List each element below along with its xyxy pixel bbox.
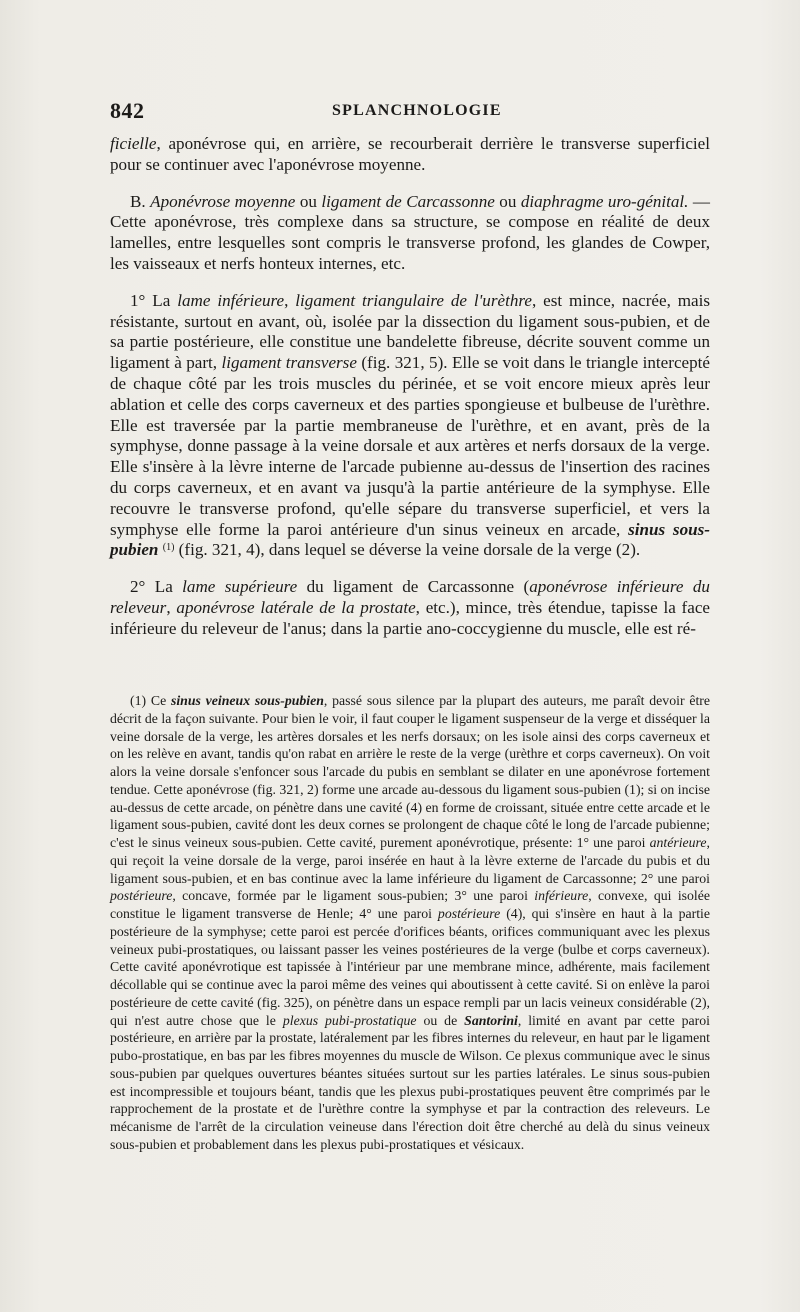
paragraph-text: 1° La [130,290,178,310]
main-text [110,134,710,656]
page-number: 842 [110,98,145,123]
italic-term: diaphragme uro-génital. [520,191,689,211]
paragraph-text: (fig. 321, 5). Elle se voit dans le triangle intercepté de chaque côté par les trois muscles du périnée, et se voit encore mieux après leur ablation et celle des corps caverneux et des parties spongieuse et bulbeuse de l'urèthre. Elle est traversée par la partie membraneuse de l'urèthre, et en avant, près de la symphyse, donne passage à la veine dorsale et aux artères et nerfs dorsaux de la verge. Elle s'insère à la lèvre interne de l'arcade pubienne au-dessus de l'insertion des racines du corps caverneux, et en avant va jusqu'à la partie antérieure de la symphyse. Elle recouvre le transverse profond, qu'elle sépare du transverse superficiel, et vers la symphyse elle forme la paroi antérieure d'un sinus veineux en arcade, [110,353,711,539]
paragraph-text: ou [494,191,521,211]
footnote-text: , limité en avant par cette paroi postérieure, en arrière par la prostate, latéralement par les fibres internes du releveur, en haut par le ligament pubo-prostatique, en bas par les fibres moyennes du muscle de Wilson. Ce plexus communique avec le sinus sous-pubien par quelques ouvertures béantes situées surtout sur les parties latérales. Le sinus sous-pubien est incompressible et toujours béant, tandis que les plexus pubi-prostatiques peuvent être comprimés par le rapprochement de la prostate et de l'urèthre contre la symphyse et par la contraction des releveurs. Le mécanisme de l'arrêt de la circulation veineuse dans l'érection doit être cherché au delà du sinus veineux sous-pubien et probablement dans les plexus pubi-prostatiques et vésicaux. [110,1012,710,1152]
paragraph-lame-inferieure [110,291,710,561]
paragraph-text: 2° La [130,577,183,597]
italic-term: aponévrose inférieure du releveur [110,577,710,617]
bold-italic-term: sinus veineux sous-pubien [170,693,324,708]
bold-italic-term: sinus sous-pubien [110,519,710,560]
italic-term: aponévrose latérale de la prostate [176,597,416,617]
italic-term: postérieure [110,888,173,904]
bold-italic-term: Santorini [464,1012,518,1028]
paragraph-continuation [110,134,710,176]
footnote-text: , passé sous silence par la plupart des auteurs, me paraît devoir être décrit de la façon suivante. Pour bien le voir, il faut couper le ligament suspenseur de la verge et disséquer la veine dorsale de la verge, les artères dorsales et les nerfs dorsaux; on les isole ainsi des corps caverneux et on les relève en avant, tandis qu'on rabat en arrière le reste de la verge (urèthre et corps caverneux). On voit alors la veine dorsale s'enfoncer sous l'arcade du pubis en semblant se dilater en une aponévrose fortement tendue. Cette aponévrose (fig. 321, 2) forme une arcade au-dessous du ligament sous-pubien (1); si on incise au-dessus de cette arcade, on pénètre dans une cavité (4) en forme de croissant, située entre cette arcade et le ligament sous-pubien, cavité dont les deux cornes se prolongent de chaque côté le long de l'arcade pubienne; c'est le sinus veineux sous-pubien. Cette cavité, purement aponévrotique, présente: 1° une paroi [110,693,710,850]
italic-term: ligament transverse [221,353,357,373]
paragraph-text: du ligament de Carcassonne ( [297,577,530,597]
section-letter: B. [130,191,151,211]
paragraph-aponevrose-moyenne [110,192,710,275]
paragraph-text: — Cette aponévrose, très complexe dans sa structure, se compose en réalité de deux lamelles, entre lesquelles sont compris le transverse profond, les glandes de Cowper, les vaisseaux et nerfs honteux internes, etc. [110,191,710,273]
italic-term: plexus pubi-prostatique [282,1012,417,1028]
paragraph-text: , est mince, nacrée, mais résistante, surtout en avant, où, isolée par la dissection du ligament sous-pubien, et de sa partie postérieure, elle constitue une bandelette fibreuse, décrite souvent comme un ligament à part, [110,290,711,373]
paragraph-text: (fig. 321, 4), dans lequel se déverse la veine dorsale de la verge (2). [174,540,641,560]
footnote-text: (4), qui s'insère en haut à la partie postérieure de la symphyse; cette paroi est percée d'orifices béants, orifices communiquant avec les plexus veineux pubi-prostatiques, ou laissant passer les veines postérieures de la verge (bulbe et corps caverneux). Cette cavité aponévrotique est tapissée à l'intérieur par une membrane mince, adhérente, mais facilement décollable qui se continue avec la paroi même des veines qui aboutissent à cette cavité. Si on enlève la paroi postérieure de cette cavité (fig. 325), on pénètre dans un espace rempli par un lacis veineux considérable (2), qui n'est autre chose que le [110,906,711,1028]
running-title: SPLANCHNOLOGIE [332,102,502,119]
footnote-text: , concave, formée par le ligament sous-pubien; 3° une paroi [172,888,535,904]
page-header [110,98,710,122]
italic-term: inférieure [534,888,589,904]
paragraph-lame-superieure [110,577,710,639]
italic-term: ligament triangulaire de l'urèthre [295,290,532,310]
paragraph-text: ou [295,191,322,211]
italic-term: Aponévrose moyenne [150,191,296,211]
footnote-text: (1) Ce [130,693,171,708]
paragraph-text: , etc.), mince, très étendue, tapisse la face inférieure du releveur de l'anus; dans la partie ano-coccygienne du muscle, elle est ré- [110,597,711,638]
paragraph-text: , [166,597,177,617]
paragraph-text: , [284,290,296,310]
italic-term: lame supérieure [182,577,298,597]
footnote [110,692,710,1154]
italic-term: ficielle [110,134,157,153]
footnote-ref: (1) [162,542,175,554]
footnote-text: ou de [416,1012,465,1028]
footnote-text: , convexe, qui isolée constitue le ligament transverse de Henle; 4° une paroi [110,888,710,921]
italic-term: antérieure [649,835,707,850]
paragraph-text: , aponévrose qui, en arrière, se recourberait derrière le transverse superficiel pour se continuer avec l'aponévrose moyenne. [110,134,710,174]
italic-term: lame inférieure [177,290,285,310]
footnote-text: , qui reçoit la veine dorsale de la verge, paroi insérée en haut à la lèvre externe de l'arcade du pubis et du ligament sous-pubien, et en bas continue avec la lame inférieure du ligament de Carcassonne; 2° une paroi [110,835,710,886]
italic-term: ligament de Carcassonne [321,191,495,211]
italic-term: postérieure [437,906,501,921]
